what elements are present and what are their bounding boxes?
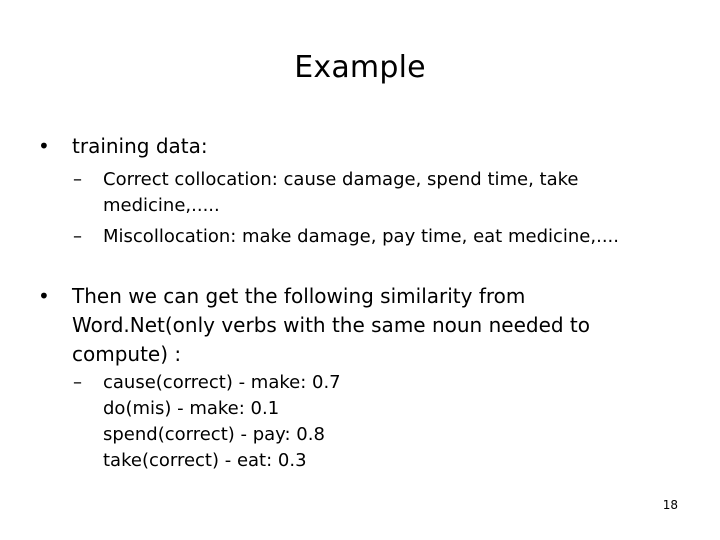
slide-title: Example (294, 50, 426, 85)
similarity-line: take(correct) - eat: 0.3 (103, 450, 307, 471)
bullet-marker: • (38, 284, 50, 308)
bullet-text: training data: (72, 134, 208, 158)
similarity-line: spend(correct) - pay: 0.8 (103, 424, 325, 445)
bullet-training-data (38, 132, 672, 161)
bullet-marker: • (38, 134, 50, 158)
subitem-similarity-list (73, 370, 668, 474)
dash-marker: – (73, 169, 82, 190)
subitem-correct-collocation (73, 167, 668, 219)
similarity-line: cause(correct) - make: 0.7 (103, 372, 341, 393)
subitem-miscollocation (73, 224, 668, 250)
subitem-text: Correct collocation: cause damage, spend time, take medicine,..... (103, 169, 579, 216)
similarity-line: do(mis) - make: 0.1 (103, 398, 280, 419)
subitem-text: Miscollocation: make damage, pay time, eat medicine,.... (103, 226, 619, 247)
dash-marker: – (73, 226, 82, 247)
bullet-similarity (38, 282, 667, 369)
page-number: 18 (662, 498, 678, 512)
bullet-text: Then we can get the following similarity from Word.Net(only verbs with the same noun needed to compute) : (72, 284, 590, 366)
dash-marker: – (73, 372, 82, 393)
